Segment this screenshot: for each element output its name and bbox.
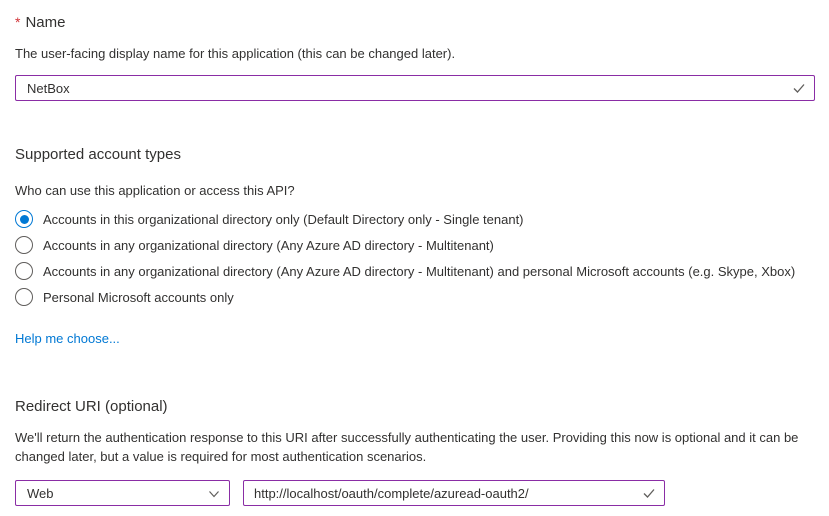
radio-option-label: Accounts in any organizational directory (Any Azure AD directory - Multitenant) and personal Microsoft accounts (e.g. Skype, Xbox) — [43, 263, 796, 279]
radio-option-multitenant-personal[interactable] — [15, 258, 814, 284]
platform-select[interactable] — [15, 480, 230, 506]
radio-button-icon[interactable] — [15, 236, 33, 254]
radio-button-icon[interactable] — [15, 288, 33, 306]
account-types-question: Who can use this application or access this API? — [15, 183, 295, 198]
platform-select-value: Web — [27, 485, 54, 501]
redirect-uri-input-wrap — [243, 480, 665, 506]
account-types-section — [15, 145, 814, 348]
radio-button-icon[interactable] — [15, 262, 33, 280]
radio-option-label: Accounts in this organizational directory only (Default Directory only - Single tenant) — [43, 211, 524, 227]
name-label: Name — [25, 14, 66, 31]
redirect-uri-heading: Redirect URI (optional) — [15, 398, 168, 415]
redirect-uri-input[interactable] — [243, 480, 665, 506]
redirect-uri-description: We'll return the authentication response to this URI after successfully authenticating the user. Providing this now is optional and it can be changed later, but a value is required for most authentication scenarios. — [15, 430, 799, 464]
chevron-down-icon — [208, 488, 220, 500]
radio-option-label: Accounts in any organizational directory (Any Azure AD directory - Multitenant) — [43, 237, 494, 253]
help-me-choose-link[interactable]: Help me choose... — [15, 331, 120, 346]
radio-option-personal-only[interactable] — [15, 284, 814, 310]
account-types-radio-group — [15, 206, 814, 310]
name-description: The user-facing display name for this application (this can be changed later). — [15, 46, 456, 61]
name-input[interactable] — [15, 75, 815, 101]
redirect-uri-section — [15, 397, 814, 506]
radio-option-multitenant[interactable] — [15, 232, 814, 258]
account-types-heading: Supported account types — [15, 146, 181, 163]
radio-option-label: Personal Microsoft accounts only — [43, 289, 234, 305]
required-asterisk: * — [15, 14, 21, 30]
name-section-heading — [15, 12, 814, 33]
name-input-wrap — [15, 75, 815, 101]
redirect-uri-controls — [15, 480, 814, 506]
radio-option-single-tenant[interactable] — [15, 206, 814, 232]
radio-button-icon[interactable] — [15, 210, 33, 228]
